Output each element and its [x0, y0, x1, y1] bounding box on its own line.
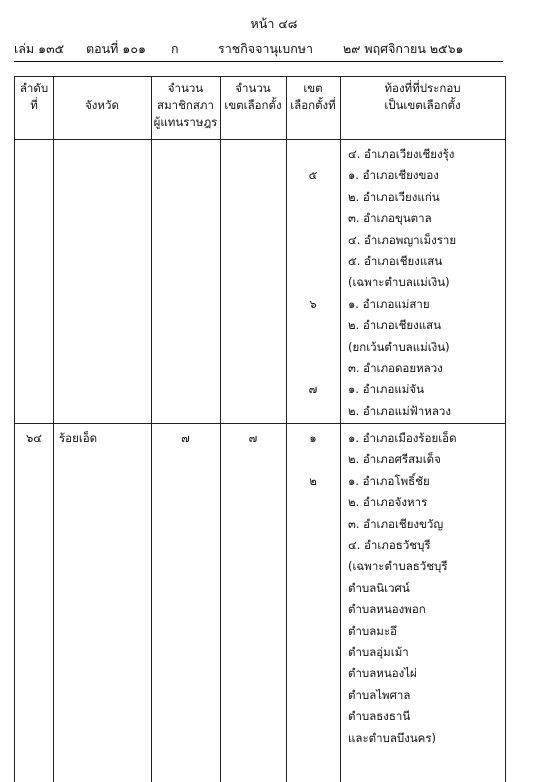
area-item: ๒. อำเภอเชียงแสน — [348, 318, 442, 333]
header-order — [15, 80, 53, 114]
area-item: ๓. อำเภอขุนตาล — [348, 211, 432, 226]
zone-number: ๖ — [309, 296, 317, 311]
zone-number: ๑ — [309, 431, 317, 445]
area-item: ตำบลอุ่มเม้า — [348, 645, 409, 659]
area-item: ตำบลมะอึ — [348, 623, 397, 638]
area-item: (เฉพาะตำบลแม่เงิน) — [348, 275, 450, 290]
header-line: จำนวน — [235, 81, 271, 95]
zone-count: ๗ — [248, 431, 258, 445]
area-item: ๓. อำเภอดอยหลวง — [348, 361, 443, 375]
header-line: จำนวน — [167, 81, 204, 95]
table-top-border — [15, 76, 505, 77]
mp-count: ๗ — [181, 431, 190, 445]
row-order: ๖๔ — [25, 431, 42, 445]
area-item: ๓. อำเภอเชียงขวัญ — [348, 516, 444, 531]
area-item: ๕. อำเภอเชียงแสน — [348, 254, 443, 268]
header-areas — [340, 80, 505, 114]
area-item: ๒. อำเภอจังหาร — [348, 495, 428, 510]
header-province — [53, 97, 151, 114]
area-item: ๒. อำเภอเวียงแก่น — [348, 189, 440, 204]
header-line: ท้องที่ที่ประกอบ — [384, 81, 461, 95]
area-item: ๑. อำเภอโพธิ์ชัย — [348, 473, 430, 488]
header-line: เขตเลือกตั้ง — [224, 98, 282, 112]
area-item: และตำบลบึงนคร) — [348, 730, 437, 745]
header-rule — [14, 61, 503, 62]
area-item: ๔. อำเภอธวัชบุรี — [348, 538, 431, 552]
zone-number: ๕ — [308, 168, 318, 183]
area-item: ๒. อำเภอศรีสมเด็จ — [348, 452, 441, 467]
header-line: เขต — [303, 81, 323, 95]
area-item: ๑. อำเภอแม่จัน — [348, 382, 424, 397]
area-item: ๔. อำเภอเวียงเชียงรุ้ง — [348, 147, 455, 161]
area-item: ตำบลนิเวศน์ — [348, 580, 410, 595]
area-item: ตำบลหนองไผ่ — [348, 666, 417, 681]
area-item: (เฉพาะตำบลธวัชบุรี — [348, 559, 448, 574]
area-item: ๑. อำเภอแม่สาย — [348, 296, 430, 311]
page-number: หน้า ๔๘ — [250, 16, 298, 31]
header-line: เป็นเขตเลือกตั้ง — [384, 98, 461, 112]
column-divider — [53, 76, 54, 782]
header-line: ลำดับ — [19, 81, 49, 95]
row-divider — [15, 423, 505, 424]
zone-number: ๗ — [308, 382, 318, 397]
header-line: เลือกตั้งที่ — [290, 98, 336, 112]
header-zone-no — [286, 80, 340, 114]
area-item: (ยกเว้นตำบลแม่เงิน) — [348, 339, 450, 354]
district-table — [14, 76, 506, 782]
header-zone-count — [220, 80, 286, 114]
province-name: ร้อยเอ็ด — [59, 431, 98, 445]
area-item: ตำบลธงธานี — [348, 709, 411, 724]
header-mp-count — [151, 80, 220, 131]
volume-label: เล่ม ๑๓๕ — [14, 41, 65, 56]
zone-number: ๒ — [309, 473, 317, 488]
header-line: ที่ — [30, 98, 38, 112]
area-item: ๑. อำเภอเชียงของ — [348, 168, 439, 183]
header-line: ผู้แทนราษฎร — [153, 115, 218, 129]
column-divider — [340, 76, 341, 782]
issue-label: ตอนที่ ๑๐๑ — [86, 41, 146, 56]
area-item: ๒. อำเภอแม่ฟ้าหลวง — [348, 403, 451, 418]
header-line: จังหวัด — [85, 98, 119, 112]
area-item: ๑. อำเภอเมืองร้อยเอ็ด — [348, 431, 457, 445]
gazette-title: ราชกิจจานุเบกษา — [218, 41, 314, 56]
area-item: ตำบลหนองพอก — [348, 602, 426, 617]
publication-date: ๒๙ พฤศจิกายน ๒๕๖๑ — [343, 41, 464, 56]
section-label: ก — [171, 41, 179, 56]
area-item: ตำบลไพศาล — [348, 687, 411, 702]
header-line: สมาชิกสภา — [157, 98, 214, 112]
header-bottom-border — [15, 139, 505, 140]
area-item: ๔. อำเภอพญาเม็งราย — [348, 232, 457, 247]
